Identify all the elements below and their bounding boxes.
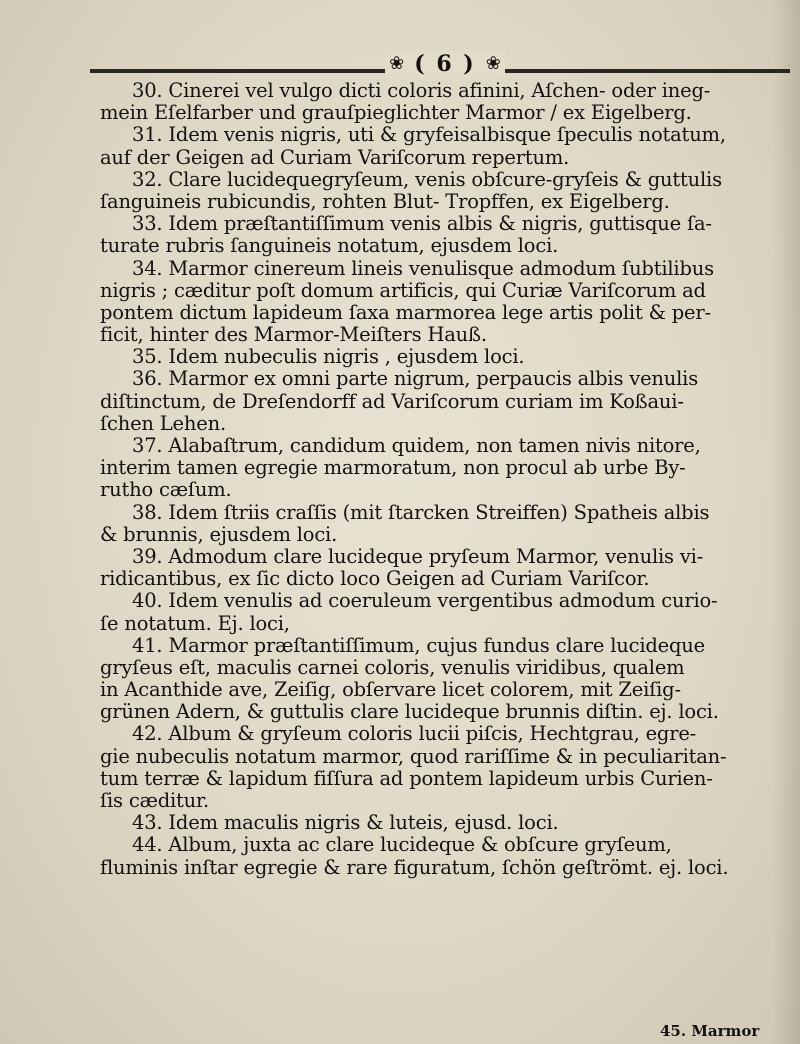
- text-line: pontem dictum lapideum ſaxa marmorea lege artis polit & per-: [100, 300, 711, 324]
- text-line: rutho cæſum.: [100, 478, 232, 502]
- ornament-left-icon: ❀: [389, 53, 405, 74]
- text-line: mein Eſelfarber und grauſpieglichter Marmor / ex Eigelberg.: [100, 101, 692, 125]
- text-line: 35. Idem nubeculis nigris , ejusdem loci.: [132, 345, 525, 369]
- text-line: tum terræ & lapidum fiſſura ad pontem lapideum urbis Curien-: [100, 766, 713, 790]
- text-line: 41. Marmor præſtantiſſimum, cujus fundus clare lucideque: [132, 633, 706, 657]
- text-line: ſis cæditur.: [100, 789, 210, 812]
- text-line: ficit, hinter des Marmor-Meiſters Hauß.: [100, 323, 487, 347]
- text-line: nigris ; cæditur poſt domum artificis, qui Curiæ Variſcorum ad: [100, 278, 706, 302]
- body-text: [100, 80, 790, 879]
- text-line: & brunnis, ejusdem loci.: [100, 522, 338, 546]
- text-line: 36. Marmor ex omni parte nigrum, perpaucis albis venulis: [132, 367, 699, 391]
- text-line: 44. Album, juxta ac clare lucideque & obſcure gryſeum,: [132, 833, 672, 857]
- header-block: [385, 50, 505, 78]
- text-line: 38. Idem ſtriis craſſis (mit ſtarcken Streiffen) Spatheis albis: [132, 500, 710, 524]
- page-header: [90, 50, 790, 80]
- text-line: 43. Idem maculis nigris & luteis, ejusd. loci.: [132, 811, 559, 835]
- text-line: gie nubeculis notatum marmor, quod rariſſime & in peculiaritan-: [100, 744, 727, 768]
- text-line: 34. Marmor cinereum lineis venulisque admodum ſubtilibus: [132, 256, 714, 280]
- text-line: 33. Idem præſtantiſſimum venis albis & nigris, guttisque ſa-: [132, 212, 712, 236]
- text-line: 32. Clare lucidequegryſeum, venis obſcure-gryſeis & guttulis: [132, 167, 722, 191]
- text-line: diſtinctum, de Dreſendorff ad Variſcorum curiam im Koßaui-: [100, 389, 684, 413]
- text-line: 39. Admodum clare lucideque pryſeum Marmor, venulis vi-: [132, 544, 704, 568]
- text-line: fluminis inſtar egregie & rare figuratum, ſchön geſtrömt. ej. loci.: [100, 855, 729, 879]
- text-line: 40. Idem venulis ad coeruleum vergentibus admodum curio-: [132, 589, 718, 613]
- text-line: turate rubris ſanguineis notatum, ejusdem loci.: [100, 234, 559, 258]
- ornament-right-icon: ❀: [485, 53, 501, 74]
- text-line: ridicantibus, ex ſic dicto loco Geigen ad Curiam Variſcor.: [100, 567, 650, 591]
- text-line: 30. Cinerei vel vulgo dicti coloris afinini, Aſchen- oder ineg-: [132, 79, 711, 102]
- text-line: 42. Album & gryſeum coloris lucii piſcis, Hechtgrau, egre-: [132, 722, 697, 746]
- text-line: 37. Alabaſtrum, candidum quidem, non tamen nivis nitore,: [132, 434, 701, 457]
- text-line: ſe notatum. Ej. loci,: [100, 611, 290, 635]
- text-line: in Acanthide ave, Zeiſig, obſervare licet colorem, mit Zeiſig-: [100, 678, 681, 702]
- text-line: interim tamen egregie marmoratum, non procul ab urbe By-: [100, 456, 686, 480]
- text-line: ſanguineis rubicundis, rohten Blut- Tropffen, ex Eigelberg.: [100, 189, 670, 213]
- text-line: auf der Geigen ad Curiam Variſcorum repertum.: [100, 145, 570, 169]
- text-line: 31. Idem venis nigris, uti & gryfeisalbisque ſpeculis notatum,: [132, 123, 726, 147]
- text-line: grünen Adern, & guttulis clare lucideque brunnis diſtin. ej. loci.: [100, 700, 719, 724]
- catchword: 45. Marmor: [660, 1022, 760, 1040]
- page-number: ( 6 ): [414, 51, 476, 77]
- text-line: ſchen Lehen.: [100, 411, 226, 435]
- text-line: gryſeus eſt, maculis carnei coloris, venulis viridibus, qualem: [100, 655, 685, 679]
